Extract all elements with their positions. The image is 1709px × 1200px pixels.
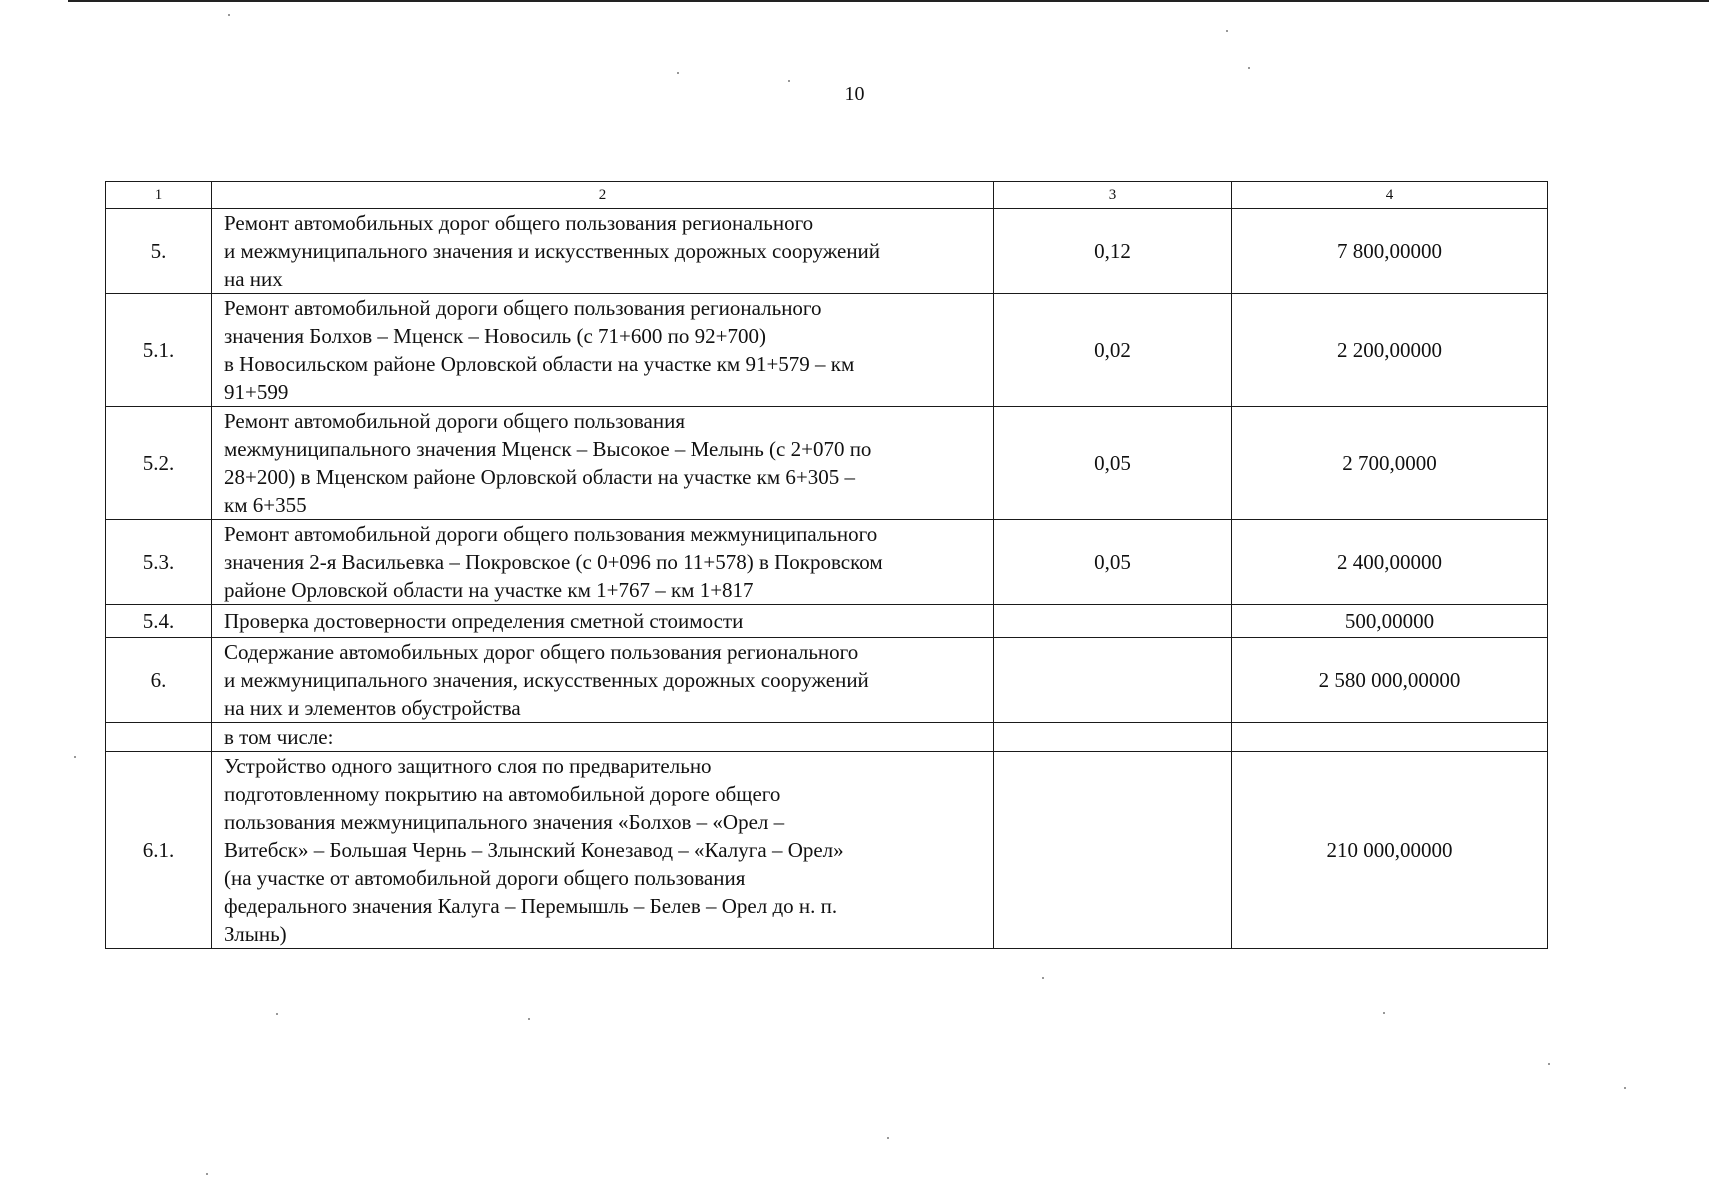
column-header-4: 4 [1232,182,1548,209]
table-row [106,520,1548,605]
scan-speck [1548,1063,1550,1065]
work-description: в том числе: [212,723,994,752]
length-value: 0,02 [994,294,1232,407]
row-number: 5.2. [106,407,212,520]
table-row [106,209,1548,294]
scan-speck [1383,1012,1385,1014]
length-value [994,752,1232,949]
scan-speck [677,72,679,74]
scan-speck [276,1013,278,1015]
work-description: Проверка достоверности определения сметной стоимости [212,605,994,638]
scan-speck [228,14,230,16]
table-row [106,638,1548,723]
amount-value: 2 700,0000 [1232,407,1548,520]
length-value [994,605,1232,638]
top-border-line [68,0,1709,2]
length-value: 0,12 [994,209,1232,294]
work-description: Содержание автомобильных дорог общего пользования регионального и межмуниципального значения, искусственных дорожных сооружений на них и элементов обустройства [212,638,994,723]
work-description: Ремонт автомобильной дороги общего пользования межмуниципального значения 2-я Васильевка – Покровское (с 0+096 по 11+578) в Покровском районе Орловской области на участке км 1+767 – км 1+817 [212,520,994,605]
column-header-1: 1 [106,182,212,209]
work-description: Ремонт автомобильных дорог общего пользования регионального и межмуниципального значения и искусственных дорожных сооружений на них [212,209,994,294]
length-value [994,723,1232,752]
row-number: 5.3. [106,520,212,605]
amount-value: 2 400,00000 [1232,520,1548,605]
amount-value [1232,723,1548,752]
amount-value: 2 580 000,00000 [1232,638,1548,723]
table-row [106,723,1548,752]
table-row [106,752,1548,949]
scan-speck [528,1018,530,1020]
page-number: 10 [844,83,865,105]
column-header-3: 3 [994,182,1232,209]
row-number: 6.1. [106,752,212,949]
table-row [106,605,1548,638]
row-number: 5.1. [106,294,212,407]
amount-value: 2 200,00000 [1232,294,1548,407]
row-number: 5. [106,209,212,294]
estimate-table [105,181,1548,949]
scan-speck [74,756,76,758]
scan-speck [788,80,790,82]
work-description: Ремонт автомобильной дороги общего пользования межмуниципального значения Мценск – Высокое – Мелынь (с 2+070 по 28+200) в Мценском районе Орловской области на участке км 6+305 – км 6+355 [212,407,994,520]
amount-value: 7 800,00000 [1232,209,1548,294]
column-header-2: 2 [212,182,994,209]
table-row [106,294,1548,407]
row-number: 6. [106,638,212,723]
table-row [106,407,1548,520]
amount-value: 500,00000 [1232,605,1548,638]
length-value: 0,05 [994,520,1232,605]
scan-speck [1226,30,1228,32]
work-description: Ремонт автомобильной дороги общего пользования регионального значения Болхов – Мценск – Новосиль (с 71+600 по 92+700) в Новосильском районе Орловской области на участке км 91+579 – км 91+599 [212,294,994,407]
scan-speck [206,1173,208,1175]
scan-speck [1624,1087,1626,1089]
scan-speck [887,1137,889,1139]
amount-value: 210 000,00000 [1232,752,1548,949]
scan-speck [1042,977,1044,979]
length-value [994,638,1232,723]
row-number: 5.4. [106,605,212,638]
scan-speck [1248,67,1250,69]
length-value: 0,05 [994,407,1232,520]
work-description: Устройство одного защитного слоя по предварительно подготовленному покрытию на автомобильной дороге общего пользования межмуниципального значения «Болхов – «Орел – Витебск» – Большая Чернь – Злынский Конезавод – «Калуга – Орел» (на участке от автомобильной дороги общего пользования федерального значения Калуга – Перемышль – Белев – Орел до н. п. Злынь) [212,752,994,949]
table-header-row [106,182,1548,209]
row-number [106,723,212,752]
